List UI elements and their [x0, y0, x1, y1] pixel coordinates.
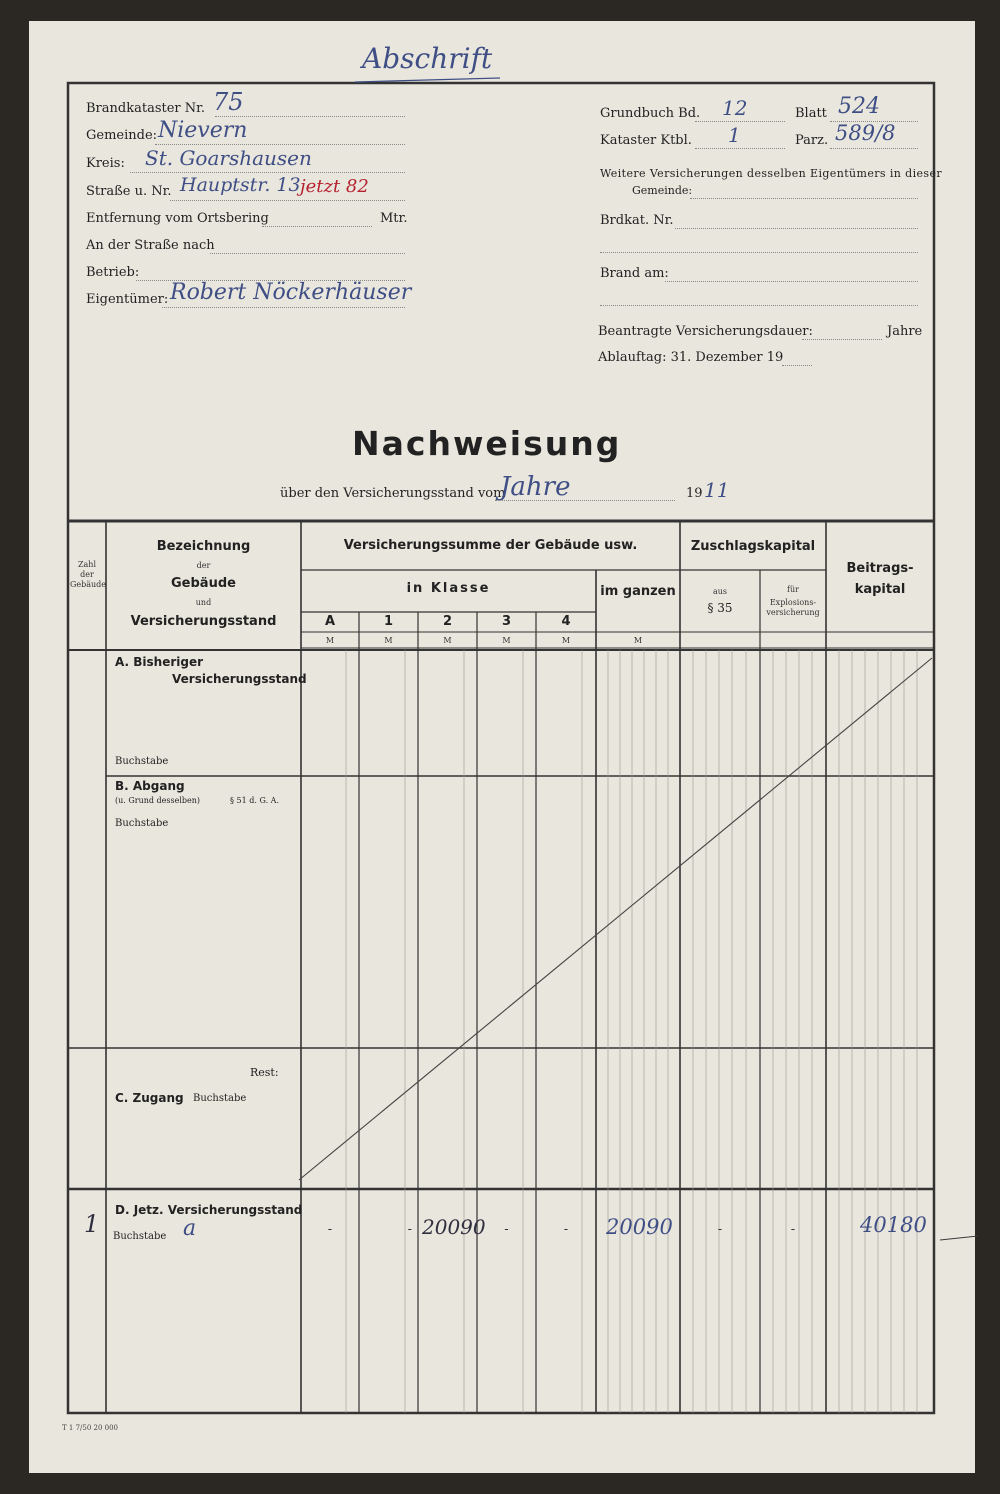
col-in-klasse: in Klasse	[406, 581, 491, 596]
kataster-value: 1	[728, 123, 741, 147]
d-klasse-a: -	[327, 1222, 333, 1237]
strasse-label: Straße u. Nr.	[86, 184, 172, 199]
brdkat-label: Brdkat. Nr.	[600, 213, 674, 228]
parz-value: 589/8	[835, 121, 896, 145]
col-im-ganzen: im ganzen	[600, 584, 676, 599]
kataster-label: Kataster Ktbl.	[600, 133, 692, 148]
section-d-title: D. Jetz. Versicherungsstand	[115, 1203, 303, 1217]
entfernung-dots	[262, 226, 372, 227]
klasse-1: 1	[383, 614, 394, 629]
klasse-a: A	[324, 614, 336, 629]
d-klasse-2: 20090	[422, 1215, 486, 1239]
entfernung-unit: Mtr.	[380, 211, 408, 226]
section-c-title: C. Zugang	[115, 1091, 184, 1105]
entfernung-label: Entfernung vom Ortsbering	[86, 211, 269, 226]
col-vsum: Versicherungssumme der Gebäude usw.	[343, 538, 638, 553]
footer-code: T 1 7/50 20 000	[62, 1424, 119, 1432]
parz-label: Parz.	[795, 133, 829, 148]
col-aus: aus	[712, 587, 728, 596]
d-klasse-3: -	[504, 1222, 509, 1237]
grundbuch-value: 12	[722, 96, 748, 120]
brdkat-dots-2	[600, 252, 918, 253]
abschrift-handwriting: Abschrift	[362, 42, 493, 75]
section-b-par: § 51 d. G. A.	[230, 796, 279, 805]
subtitle-dots	[495, 500, 675, 501]
strasse-value: Hauptstr. 13	[180, 174, 301, 196]
unit-m-4: M	[561, 636, 571, 645]
col-bez-3: Gebäude	[171, 576, 236, 591]
klasse-4: 4	[561, 614, 571, 629]
kataster-dots	[695, 148, 785, 149]
blatt-value: 524	[838, 94, 880, 119]
col-bez-2: der	[196, 561, 211, 570]
d-explosion: -	[790, 1222, 796, 1237]
klasse-2: 2	[442, 614, 453, 629]
kreis-dots	[130, 172, 405, 173]
kreis-label: Kreis:	[86, 156, 125, 171]
dauer-dots	[802, 339, 882, 340]
brand-label: Brand am:	[600, 266, 669, 281]
brandkataster-value: 75	[213, 88, 244, 116]
d-beitrag: 40180	[860, 1213, 927, 1237]
subtitle-year: 19	[686, 486, 703, 501]
rest-label: Rest:	[250, 1066, 279, 1079]
kreis-value: St. Goarshausen	[145, 146, 312, 170]
grundbuch-dots	[695, 121, 785, 122]
brand-dots	[665, 281, 918, 282]
betrieb-label: Betrieb:	[86, 265, 140, 280]
eigentuemer-value: Robert Nöckerhäuser	[170, 280, 412, 305]
d-klasse-1: -	[407, 1222, 412, 1237]
an-der-strasse-dots	[210, 253, 405, 254]
section-c-buchstabe: Buchstabe	[193, 1093, 247, 1104]
section-a-subtitle: Versicherungsstand	[172, 672, 307, 686]
unit-m-1: M	[384, 636, 393, 645]
page-title: Nachweisung	[352, 424, 622, 463]
section-a-title: A. Bisheriger	[115, 655, 204, 669]
d-buchstabe-value: a	[183, 1216, 197, 1241]
gemeinde-dots	[155, 144, 405, 145]
section-d-buchstabe: Buchstabe	[113, 1231, 167, 1242]
eigentuemer-dots	[162, 307, 405, 308]
grundbuch-label: Grundbuch Bd.	[600, 106, 701, 121]
d-zahl: 1	[84, 1210, 100, 1238]
strasse-dots	[170, 200, 405, 201]
col-beitrag: Beitrags-kapital	[846, 561, 914, 597]
weitere-line2: Gemeinde:	[632, 184, 693, 197]
ablauf-dots	[782, 365, 812, 366]
klasse-3: 3	[501, 614, 512, 629]
blatt-label: Blatt	[795, 106, 827, 121]
gemeinde-value: Nievern	[158, 118, 248, 143]
col-bez-4: und	[195, 598, 212, 607]
brandkataster-dots	[215, 116, 405, 117]
strasse-extra: jetzt 82	[300, 176, 369, 197]
brand-dots-2	[600, 305, 918, 306]
brandkataster-label: Brandkataster Nr.	[86, 101, 206, 116]
weitere-line1: Weitere Versicherungen desselben Eigentümers in dieser	[600, 167, 943, 180]
unit-m-2: M	[443, 636, 452, 645]
section-b-title: B. Abgang	[115, 779, 185, 793]
col-zuschlag: Zuschlagskapital	[690, 539, 816, 554]
section-b-buchstabe: Buchstabe	[115, 818, 169, 829]
col-zahl-header: Zahl der Gebäude	[70, 560, 107, 589]
d-par35: -	[717, 1222, 723, 1237]
d-klasse-4: -	[563, 1222, 569, 1237]
unit-m-ganzen: M	[633, 636, 643, 645]
col-fuer: für	[787, 585, 799, 594]
ablauf-label: Ablauftag: 31. Dezember 19	[598, 350, 784, 365]
col-par35: § 35	[707, 601, 733, 615]
section-a-buchstabe: Buchstabe	[115, 756, 169, 767]
parz-dots	[830, 148, 918, 149]
eigentuemer-label: Eigentümer:	[86, 292, 169, 307]
col-explosion: Explosions-versicherung	[766, 598, 820, 617]
col-bez-1: Bezeichnung	[156, 539, 251, 554]
gemeinde-label: Gemeinde:	[86, 128, 158, 143]
weitere-dots	[690, 198, 918, 199]
unit-m-3: M	[502, 636, 511, 645]
dauer-label: Beantragte Versicherungsdauer:	[598, 324, 813, 339]
dauer-unit: Jahre	[887, 324, 923, 339]
section-b-sub: (u. Grund desselben)	[115, 796, 201, 805]
subtitle-year-handwritten: 11	[704, 478, 730, 502]
subtitle-prefix: über den Versicherungsstand vom	[280, 486, 506, 501]
an-der-strasse-label: An der Straße nach	[86, 238, 215, 253]
unit-m-a: M	[325, 636, 335, 645]
subtitle-handwritten: Jahre	[500, 472, 571, 502]
col-bez-5: Versicherungsstand	[130, 614, 277, 629]
brdkat-dots	[675, 228, 918, 229]
d-im-ganzen: 20090	[606, 1215, 673, 1239]
